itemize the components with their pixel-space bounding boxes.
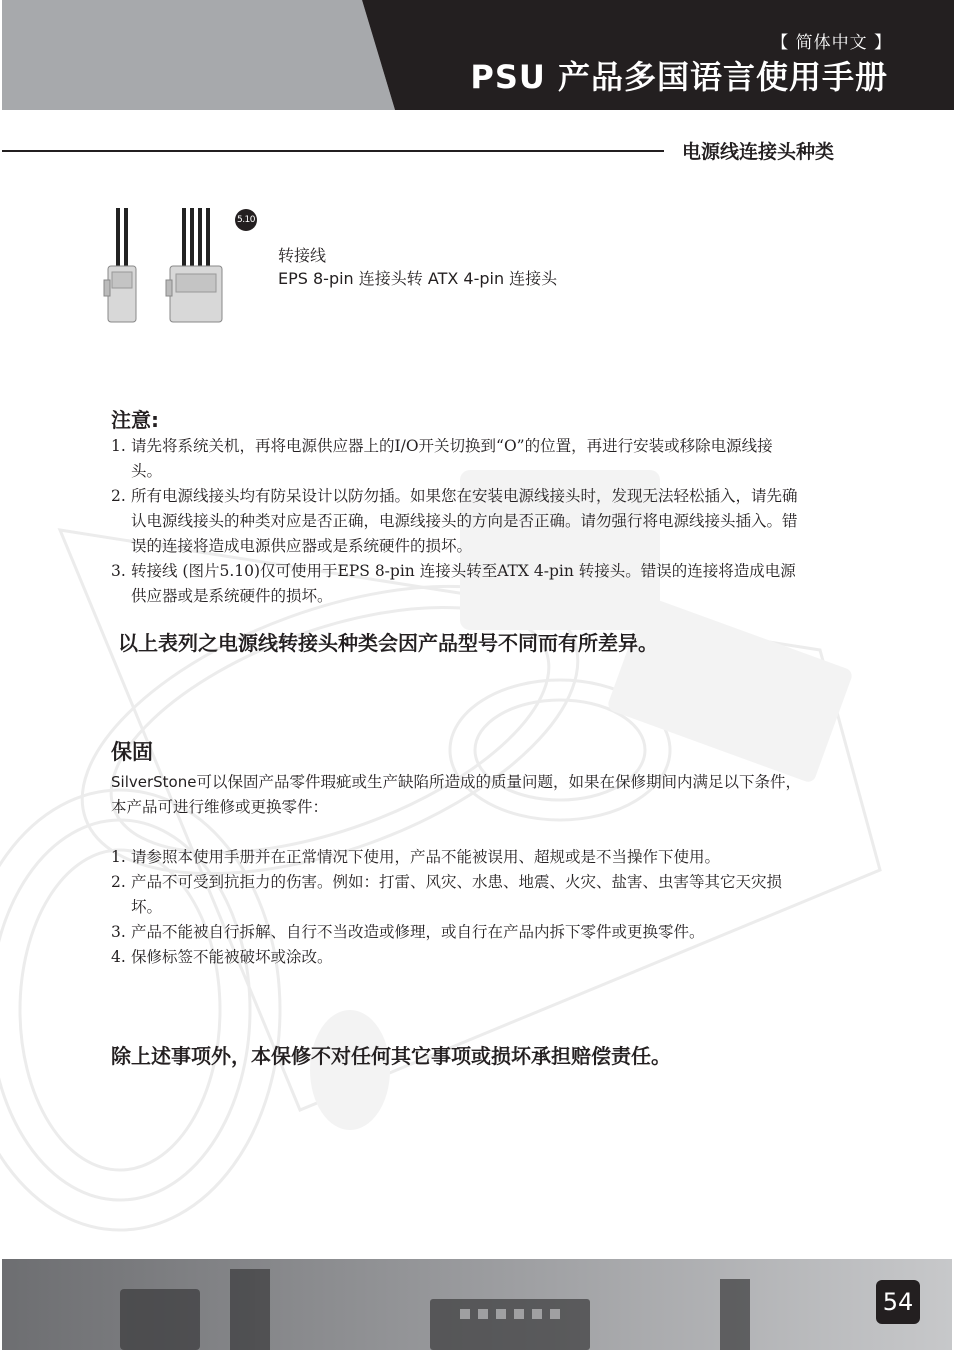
list-number: 2.: [111, 873, 126, 891]
list-number: 2.: [111, 487, 126, 505]
notes-list: [111, 434, 801, 609]
list-number: 1.: [111, 437, 126, 455]
list-number: 3.: [111, 923, 126, 941]
list-item: [111, 870, 811, 920]
warranty-intro: [111, 770, 811, 820]
language-label: 【 简体中文 】: [771, 33, 892, 53]
list-text: 转接线 (图片5.10)仅可使用于EPS 8-pin 连接头转至ATX 4-pin 转接头。错误的连接将造成电源供应器或是系统硬件的损坏。: [131, 562, 796, 605]
list-text: 保修标签不能被破坏或涂改。: [131, 948, 333, 966]
list-number: 4.: [111, 948, 126, 966]
adapter-description: EPS 8-pin 连接头转 ATX 4-pin 连接头: [278, 269, 558, 288]
list-item: [111, 845, 811, 870]
list-item: [111, 559, 801, 609]
list-text: 产品不能被自行拆解、自行不当改造或修理，或自行在产品内拆下零件或更换零件。: [131, 923, 705, 941]
footer-banner: [0, 1259, 954, 1350]
header-banner: [0, 0, 954, 110]
list-text: 所有电源线接头均有防呆设计以防勿插。如果您在安装电源线接头时，发现无法轻松插入，请先确认电源线接头的种类对应是否正确，电源线接头的方向是否正确。请勿强行将电源线接头插入。错误的连接将造成电源供应器或是系统硬件的损坏。: [131, 487, 798, 555]
list-item: [111, 920, 811, 945]
warranty-disclaimer: 除上述事项外，本保修不对任何其它事项或损坏承担赔偿责任。: [111, 1044, 671, 1068]
adapter-name: 转接线: [278, 246, 327, 265]
warranty-intro-text: 可以保固产品零件瑕疵或生产缺陷所造成的质量问题，如果在保修期间内满足以下条件，本产品可进行维修或更换零件：: [111, 773, 801, 816]
list-number: 3.: [111, 562, 126, 580]
figure-badge: 5.10: [235, 209, 257, 231]
list-number: 1.: [111, 848, 126, 866]
connector-remark: 以上表列之电源线转接头种类会因产品型号不同而有所差异。: [118, 631, 658, 655]
section-title: 电源线连接头种类: [682, 141, 835, 163]
notes-heading: 注意:: [111, 408, 159, 432]
list-item: [111, 945, 811, 970]
list-text: 请先将系统关机，再将电源供应器上的I/O开关切换到“O”的位置，再进行安装或移除电源线接头。: [131, 437, 773, 480]
page-number: 54: [876, 1280, 920, 1324]
warranty-list: [111, 845, 811, 970]
list-item: [111, 434, 801, 484]
list-text: 产品不可受到抗拒力的伤害。例如：打雷、风灾、水患、地震、火灾、盐害、虫害等其它天灾损坏。: [131, 873, 783, 916]
warranty-heading: 保固: [111, 740, 153, 764]
list-item: [111, 484, 801, 559]
adapter-cable-image: [98, 208, 233, 326]
list-text: 请参照本使用手册并在正常情况下使用，产品不能被误用、超规或是不当操作下使用。: [131, 848, 721, 866]
brand-name: SilverStone: [111, 773, 197, 791]
manual-title: PSU 产品多国语言使用手册: [470, 58, 888, 96]
section-divider: [2, 150, 664, 152]
